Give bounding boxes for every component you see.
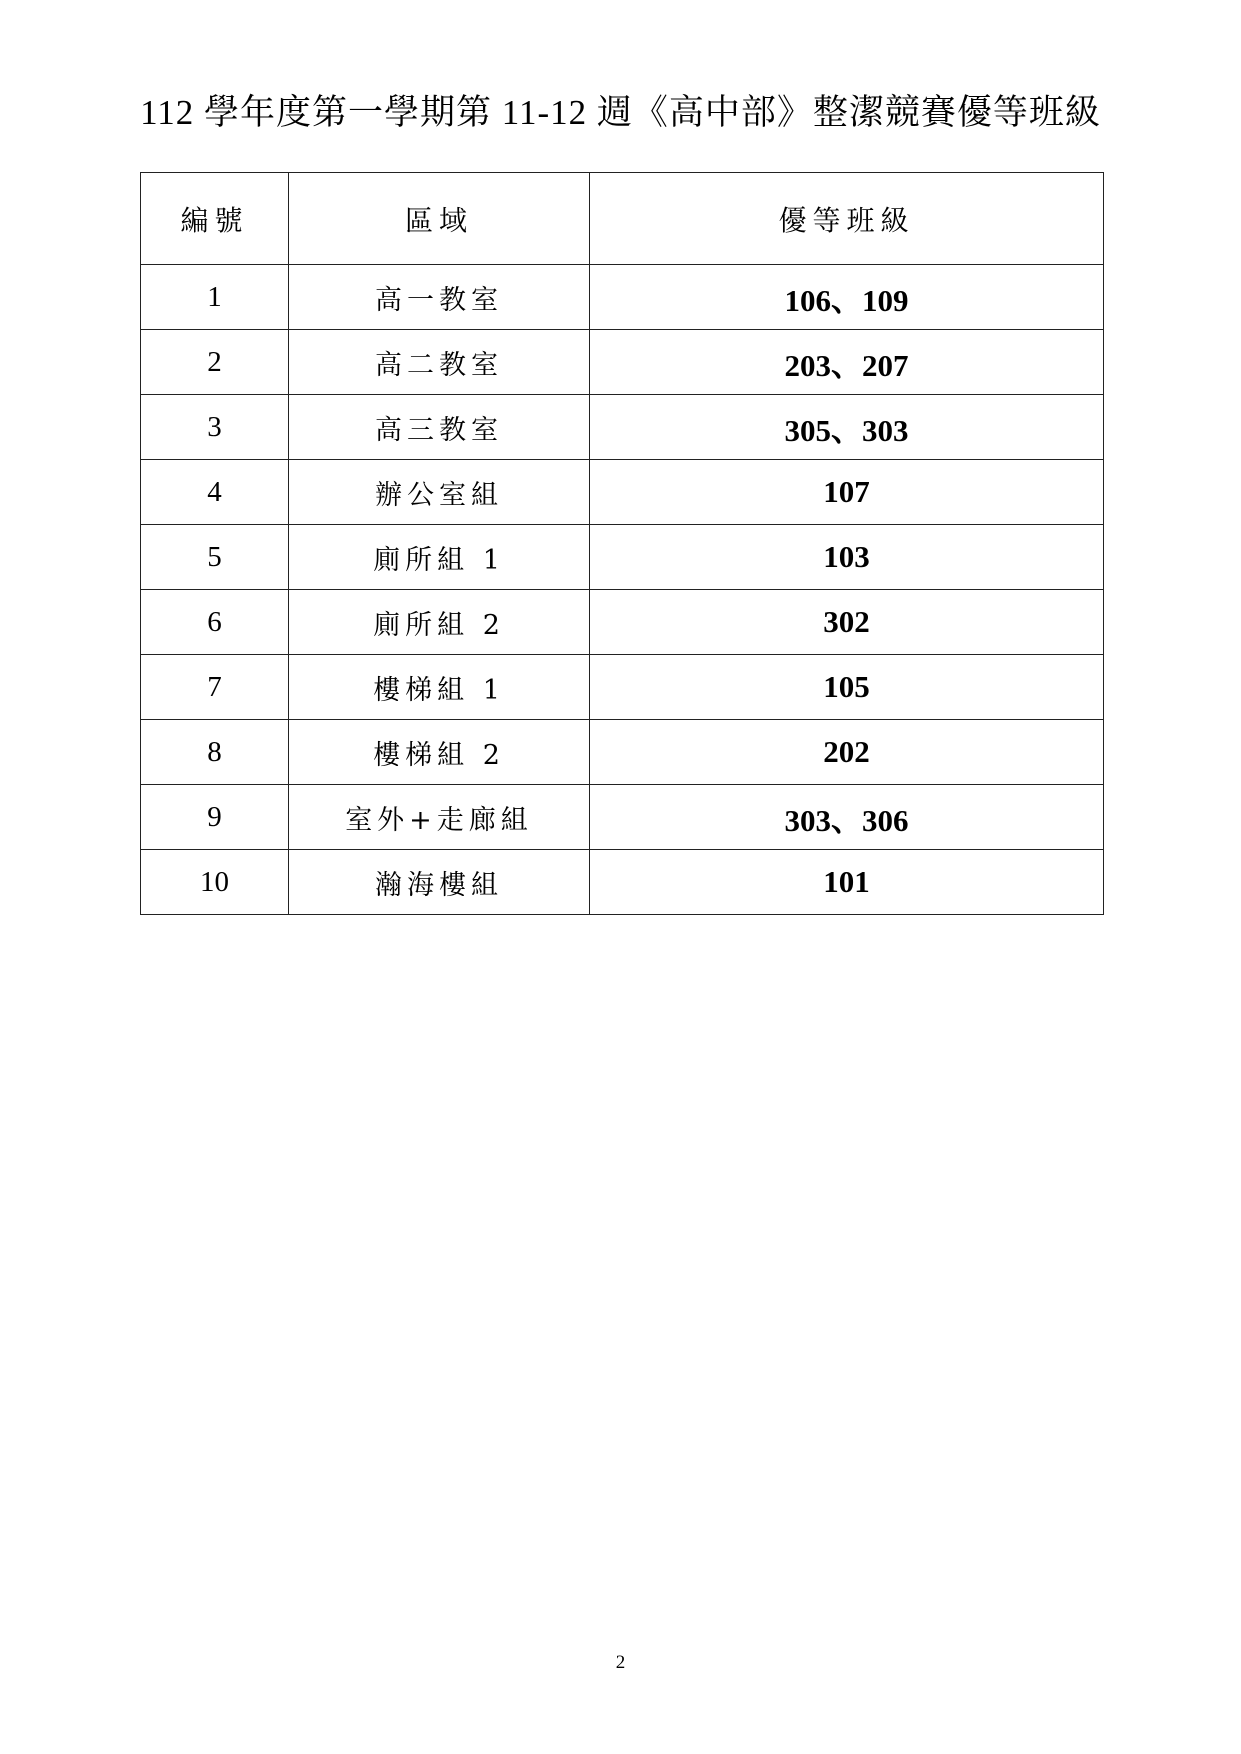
row-classes: 202: [590, 720, 1104, 785]
table-row: [141, 655, 1104, 720]
page-number: 2: [615, 1652, 626, 1673]
column-header-number: 編號: [141, 173, 289, 265]
row-classes: 302: [590, 590, 1104, 655]
row-number: 10: [141, 850, 289, 915]
row-number: 4: [141, 460, 289, 525]
row-classes: 107: [590, 460, 1104, 525]
row-area: 高三教室: [289, 395, 590, 460]
row-number: 9: [141, 785, 289, 850]
row-classes: 106、109: [590, 265, 1104, 330]
row-area: 廁所組 1: [289, 525, 590, 590]
column-header-area: 區域: [289, 173, 590, 265]
row-classes: 203、207: [590, 330, 1104, 395]
row-area: 室外+走廊組: [289, 785, 590, 850]
column-header-classes: 優等班級: [590, 173, 1104, 265]
row-area: 樓梯組 2: [289, 720, 590, 785]
row-number: 7: [141, 655, 289, 720]
row-area: 高二教室: [289, 330, 590, 395]
row-classes: 105: [590, 655, 1104, 720]
row-number: 2: [141, 330, 289, 395]
row-area: 瀚海樓組: [289, 850, 590, 915]
row-number: 3: [141, 395, 289, 460]
row-area: 高一教室: [289, 265, 590, 330]
table-row: [141, 395, 1104, 460]
table-row: [141, 850, 1104, 915]
table-header-row: [141, 173, 1104, 265]
table-row: [141, 525, 1104, 590]
table-row: [141, 265, 1104, 330]
row-classes: 305、303: [590, 395, 1104, 460]
row-area: 辦公室組: [289, 460, 590, 525]
table-row: [141, 590, 1104, 655]
page-title: 112 學年度第一學期第 11-12 週《高中部》整潔競賽優等班級: [140, 93, 1101, 132]
row-number: 5: [141, 525, 289, 590]
row-number: 6: [141, 590, 289, 655]
row-classes: 103: [590, 525, 1104, 590]
row-classes: 303、306: [590, 785, 1104, 850]
table-row: [141, 330, 1104, 395]
table-row: [141, 460, 1104, 525]
table-row: [141, 785, 1104, 850]
award-table: [140, 172, 1104, 915]
row-number: 8: [141, 720, 289, 785]
row-number: 1: [141, 265, 289, 330]
row-area: 樓梯組 1: [289, 655, 590, 720]
table-row: [141, 720, 1104, 785]
row-classes: 101: [590, 850, 1104, 915]
row-area: 廁所組 2: [289, 590, 590, 655]
